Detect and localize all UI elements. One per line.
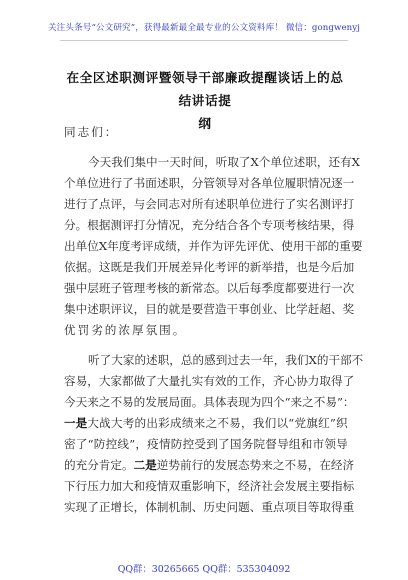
- line-start: 的充分肯定。: [64, 458, 134, 472]
- paragraph-gap: [64, 143, 348, 152]
- paragraph-line: [64, 455, 355, 476]
- paragraph-line: 今 天 我 们 集 中 一 天 时 间 ， 听 取 了 X 个 单 位 述 职 ， 还 有 X: [88, 155, 360, 169]
- document-title-line: 在全区述职测评暨领导干部廉政提醒谈话上的总结讲话提: [66, 70, 344, 108]
- paragraph-line: 下 行 压 力 加 大 和 疫 情 双 重 影 响 下 ， 经 济 社 会 发 展 主 要 指 标: [64, 479, 355, 493]
- paragraph-line: 出 单 位 X 年 度 考 评 成 绩 ， 并 作 为 评 先 评 优 、 使 用 干 部 的 重 要: [64, 239, 363, 253]
- paragraph-line: 今 天 来 之 不 易 的 发 展 局 面 。 具 体 表 现 为 四 个 “ 来 之 不 易 ” ：: [64, 395, 355, 409]
- paragraph-line: 容 易 ， 大 家 都 做 了 大 量 扎 实 有 效 的 工 作 ， 齐 心 协 力 取 得 了: [64, 374, 355, 388]
- paragraph-line: 分 。 根 据 测 评 打 分 情 况 ， 充 分 结 合 各 个 专 项 考 核 结 果 ， 得: [64, 218, 355, 232]
- header-banner: 关注头条号“公文研究”，获得最新最全最专业的公文资料库！ 微信：gongwenyj: [47, 23, 361, 33]
- paragraph-line: 优罚劣的浓厚氛围。: [64, 323, 187, 337]
- paragraph-line: 强 中 层 班 子 管 理 考 核 的 新 常 态 。 以 后 每 季 度 都 要 进 行 一 次: [64, 281, 355, 295]
- paragraph-line: 实 现 了 正 增 长 ， 体 制 机 制 、 历 史 问 题 、 重 点 项 目 等 取 得 重: [64, 500, 355, 514]
- paragraph-line: [64, 413, 348, 434]
- paragraph-1: [64, 152, 363, 341]
- paragraph-line: 依 据 。 这 既 是 我 们 开 展 差 异 化 考 评 的 新 举 措 ， 也 是 今 后 加: [64, 260, 355, 274]
- paragraph-2: [64, 350, 364, 518]
- paragraph-gap: [64, 341, 348, 350]
- header-divider: [60, 40, 348, 41]
- paragraph-line: 个 单 位 进 行 了 书 面 述 职 ， 分 管 领 导 对 各 单 位 履 职 情 况 逐 一: [64, 176, 355, 190]
- point-lead-2: 二是: [133, 458, 157, 472]
- document-title-line: 纲: [198, 116, 212, 131]
- line-rest: 大 战 大 考 的 出 彩 成 绩 来 之 不 易 ， 我 们 以 “ 党 旗 红 ” 织: [87, 416, 348, 430]
- footer-contact: QQ群：30265665 QQ群：535304092: [117, 564, 291, 575]
- paragraph-line: 听 了 大 家 的 述 职 ， 总 的 感 到 过 去 一 年 ， 我 们 X 的 干 部 不: [88, 353, 364, 367]
- document-body: [64, 122, 364, 518]
- line-rest: 逆 势 前 行 的 发 展 态 势 来 之 不 易 ， 在 经 济: [156, 458, 355, 472]
- point-lead-1: 一是: [64, 416, 88, 430]
- paragraph-line: 进 行 了 点 评 ， 与 会 同 志 对 所 有 述 职 单 位 进 行 了 实 名 测 评 打: [64, 197, 355, 211]
- paragraph-line: 密 了 “ 防 控 线 ” ， 疫 情 防 控 受 到 了 国 务 院 督 导 组 和 市 领 导: [64, 437, 348, 451]
- paragraph-line: 集 中 述 职 评 议 ， 目 的 就 是 要 营 造 干 事 创 业 、 比 学 赶 超 、 奖: [64, 302, 355, 316]
- salutation: 同志们：: [64, 125, 119, 139]
